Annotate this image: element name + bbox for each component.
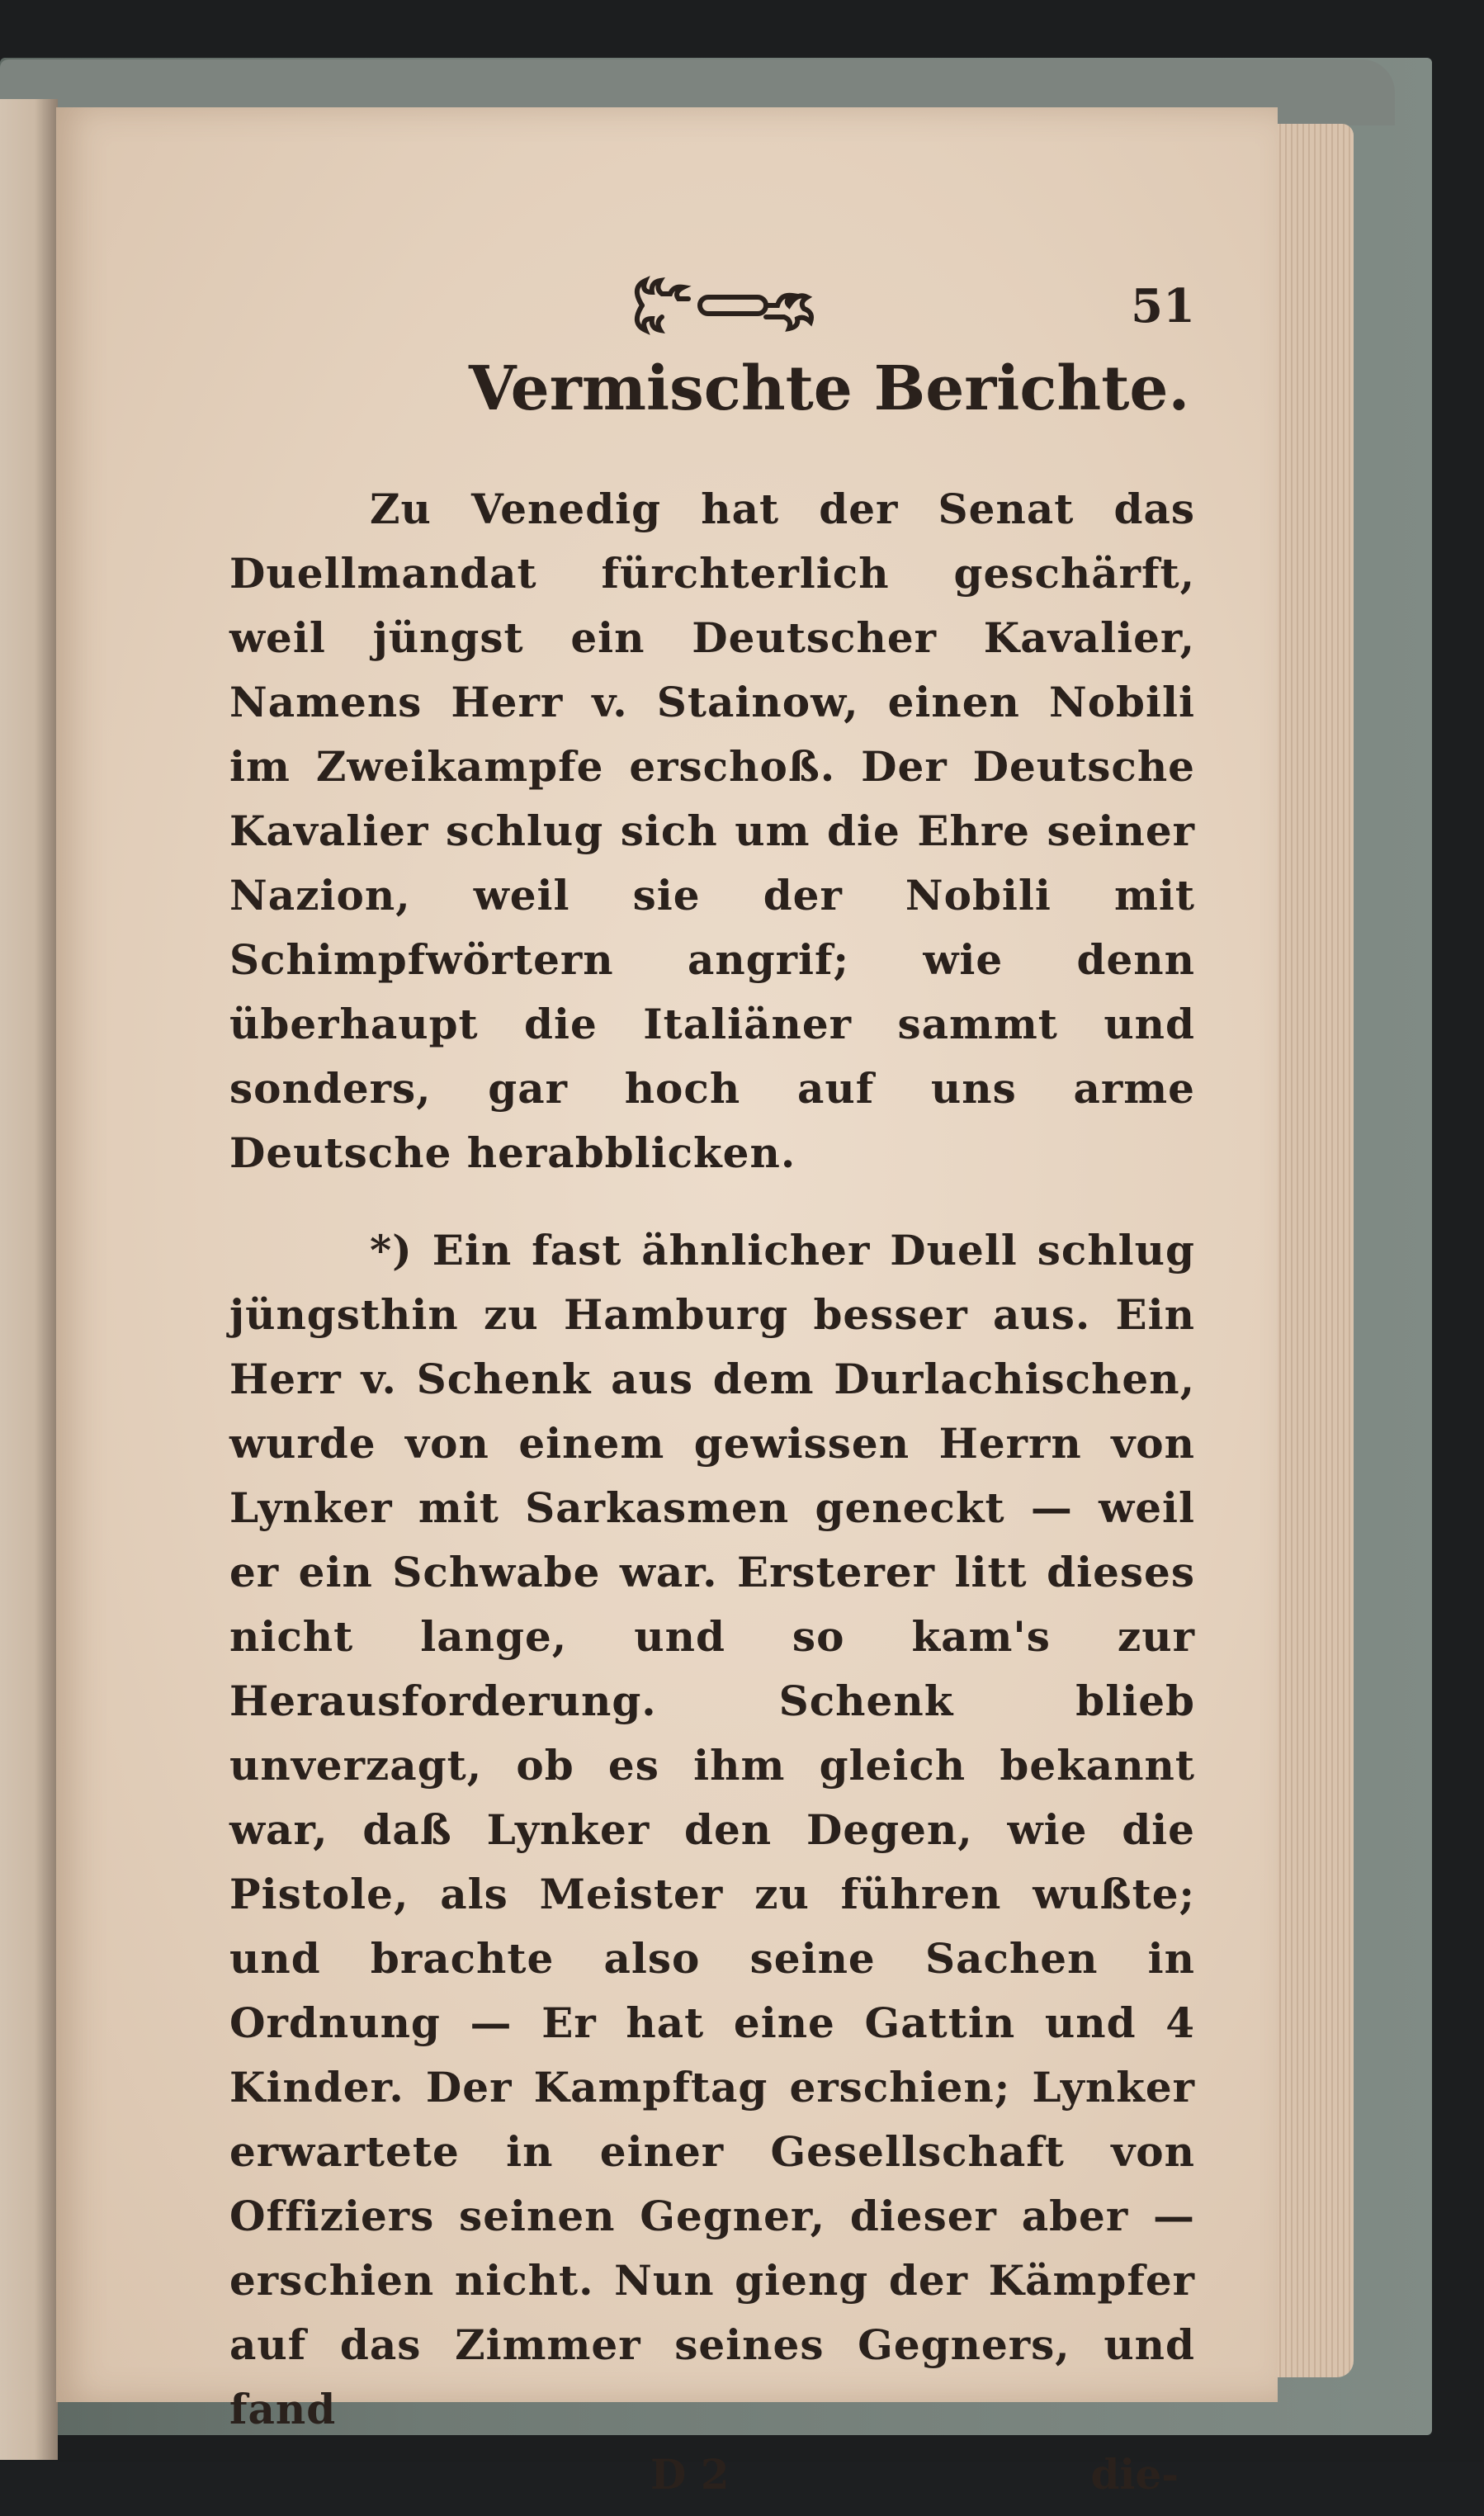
facing-page-edge (0, 99, 58, 2460)
catchword: die- (1090, 2450, 1179, 2499)
book-page (56, 107, 1278, 2499)
page-header (229, 272, 1195, 347)
page-number: 51 (1131, 279, 1195, 333)
page-text-block (229, 272, 1195, 2516)
section-title: Vermischte Berichte. (469, 353, 1190, 424)
page-footer (229, 2450, 1195, 2516)
paragraph-venedig: Zu Venedig hat der Senat das Duellmandat fürchterlich geschärft, weil jüngst ein Deutscher Kavalier, Namens Herr v. Stainow, einen Nobili im Zweikampfe erschoß. Der Deutsche Kavalier schlug sich um die Ehre seiner Nazion, weil sie der Nobili mit Schimpfwörtern angrif; wie denn überhaupt die Italiäner sammt und sonders, gar hoch auf uns arme Deutsche herabblicken. (229, 485, 1195, 1177)
signature-mark: D 2 (650, 2450, 730, 2499)
paragraph-hamburg-footnote: *) Ein fast ähnlicher Duell schlug jüngsthin zu Hamburg besser aus. Ein Herr v. Schenk aus dem Durlachischen, wurde von einem gewissen Herrn von Lynker mit Sarkasmen geneckt — weil er ein Schwabe war. Ersterer litt dieses nicht lange, und so kam's zur Herausforderung. Schenk blieb unverzagt, ob es ihm gleich bekannt war, daß Lynker den Degen, wie die Pistole, als Meister zu führen wußte; und brachte also seine Sachen in Ordnung — Er hat eine Gattin und 4 Kinder. Der Kampftag erschien; Lynker erwartete in einer Gesellschaft von Offiziers seinen Gegner, dieser aber — erschien nicht. Nun gieng der Kämpfer auf das Zimmer seines Gegners, und fand (229, 1226, 1195, 2433)
decorative-rule-ornament-icon (626, 272, 832, 338)
